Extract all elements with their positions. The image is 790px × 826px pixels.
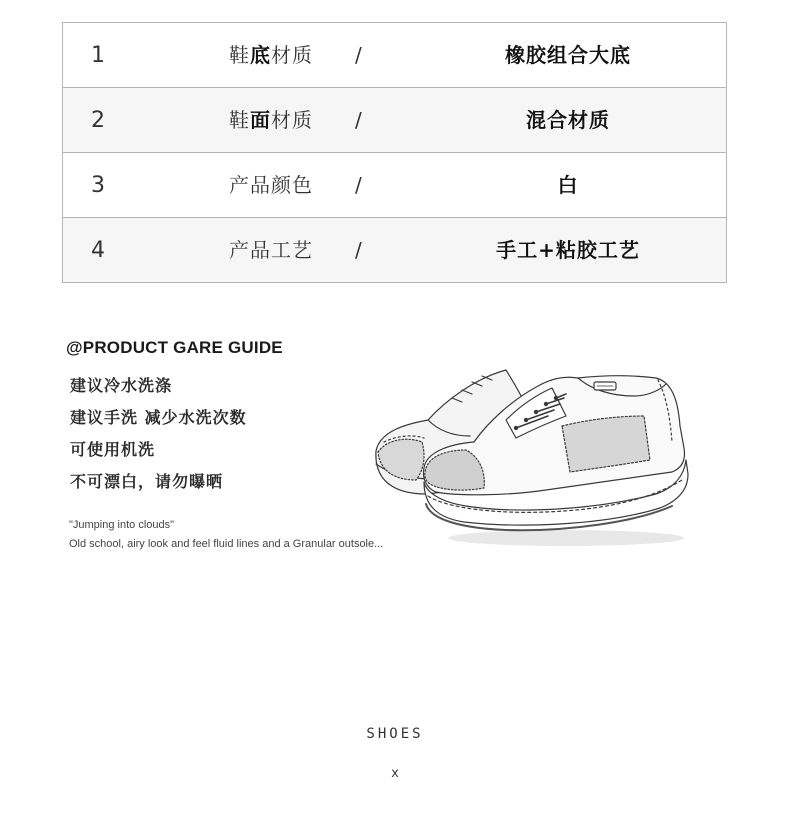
care-guide-title: @PRODUCT GARE GUIDE	[66, 338, 283, 357]
label-text: 鞋	[229, 43, 250, 67]
spec-row-value: 手工+粘胶工艺	[496, 238, 640, 262]
spec-separator: /	[355, 43, 362, 67]
spec-row-label	[229, 153, 313, 218]
spec-row-value: 白	[557, 173, 579, 197]
care-guide-item: 建议冷水洗涤	[70, 376, 173, 395]
spec-row-index: 1	[91, 43, 105, 68]
spec-row-sole-material	[62, 23, 727, 88]
spec-row-index: 3	[91, 173, 105, 198]
footer-cross-mark: x	[391, 764, 399, 780]
spec-row-label	[229, 218, 313, 283]
care-guide-item: 不可漂白，请勿曝晒	[70, 472, 224, 491]
product-description: Old school, airy look and feel fluid lines and a Granular outsole...	[69, 538, 384, 550]
spec-separator: /	[355, 173, 362, 197]
label-text: 鞋	[229, 108, 250, 132]
label-emphasis: 底	[250, 43, 271, 67]
spec-row-label	[229, 23, 313, 88]
care-guide-item: 可使用机洗	[70, 440, 156, 459]
footer-category-word: SHOES	[366, 726, 424, 742]
spec-row-value: 橡胶组合大底	[505, 43, 631, 67]
spec-separator: /	[355, 108, 362, 132]
spec-row-upper-material	[62, 88, 727, 153]
spec-row-label	[229, 88, 313, 153]
label-text: 产品颜色	[229, 173, 313, 197]
label-text: 产品工艺	[229, 238, 313, 262]
care-guide-list	[70, 374, 247, 502]
spec-row-color	[62, 153, 727, 218]
spec-row-index: 2	[91, 108, 105, 133]
label-text: 材质	[271, 43, 313, 67]
label-emphasis: 面	[250, 108, 271, 132]
sneaker-sketch-icon	[366, 356, 696, 552]
spec-row-index: 4	[91, 238, 105, 263]
label-text: 材质	[271, 108, 313, 132]
spec-row-craft	[62, 218, 727, 283]
spec-separator: /	[355, 238, 362, 262]
spec-row-value: 混合材质	[526, 108, 610, 132]
tagline-quote: "Jumping into clouds"	[69, 519, 175, 531]
care-guide-item: 建议手洗 减少水洗次数	[70, 408, 247, 427]
spec-table	[62, 22, 727, 283]
